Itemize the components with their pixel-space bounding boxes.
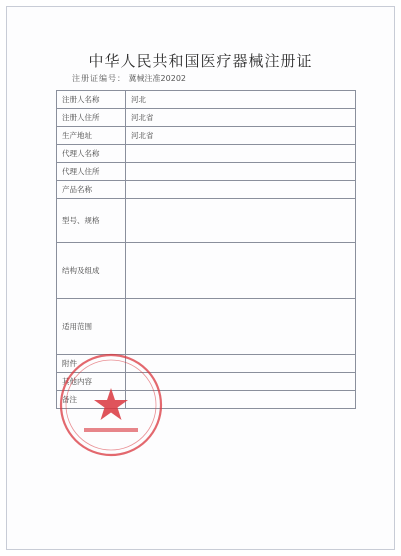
row-key: 注册人名称 xyxy=(57,91,126,109)
row-key: 注册人住所 xyxy=(57,109,126,127)
row-value xyxy=(126,145,356,163)
row-key: 代理人住所 xyxy=(57,163,126,181)
row-value xyxy=(126,243,356,299)
row-product-name xyxy=(57,181,356,199)
row-value: 河北省 xyxy=(126,109,356,127)
row-key: 附件 xyxy=(57,355,126,373)
official-seal xyxy=(56,350,166,460)
row-agent-name xyxy=(57,145,356,163)
certificate-number-line xyxy=(72,73,186,84)
certificate-title: 中华人民共和国医疗器械注册证 xyxy=(88,52,313,70)
row-value xyxy=(126,199,356,243)
row-key: 其他内容 xyxy=(57,373,126,391)
row-value: 河北 xyxy=(126,91,356,109)
row-value xyxy=(126,163,356,181)
row-key: 适用范围 xyxy=(57,299,126,355)
row-value: 河北省 xyxy=(126,127,356,145)
certificate-number-value: 冀械注准20202 xyxy=(128,74,186,83)
row-structure xyxy=(57,243,356,299)
certificate-number-label: 注册证编号： xyxy=(72,74,126,83)
row-value xyxy=(126,181,356,199)
row-production-address xyxy=(57,127,356,145)
row-key: 产品名称 xyxy=(57,181,126,199)
row-agent-address xyxy=(57,163,356,181)
row-registrant-address xyxy=(57,109,356,127)
row-key: 结构及组成 xyxy=(57,243,126,299)
row-registrant-name xyxy=(57,91,356,109)
row-key: 生产地址 xyxy=(57,127,126,145)
row-scope xyxy=(57,299,356,355)
row-key: 代理人名称 xyxy=(57,145,126,163)
seal-star-icon xyxy=(94,388,128,420)
row-value xyxy=(126,299,356,355)
row-key: 型号、规格 xyxy=(57,199,126,243)
row-key: 备注 xyxy=(57,391,126,409)
row-model-spec xyxy=(57,199,356,243)
